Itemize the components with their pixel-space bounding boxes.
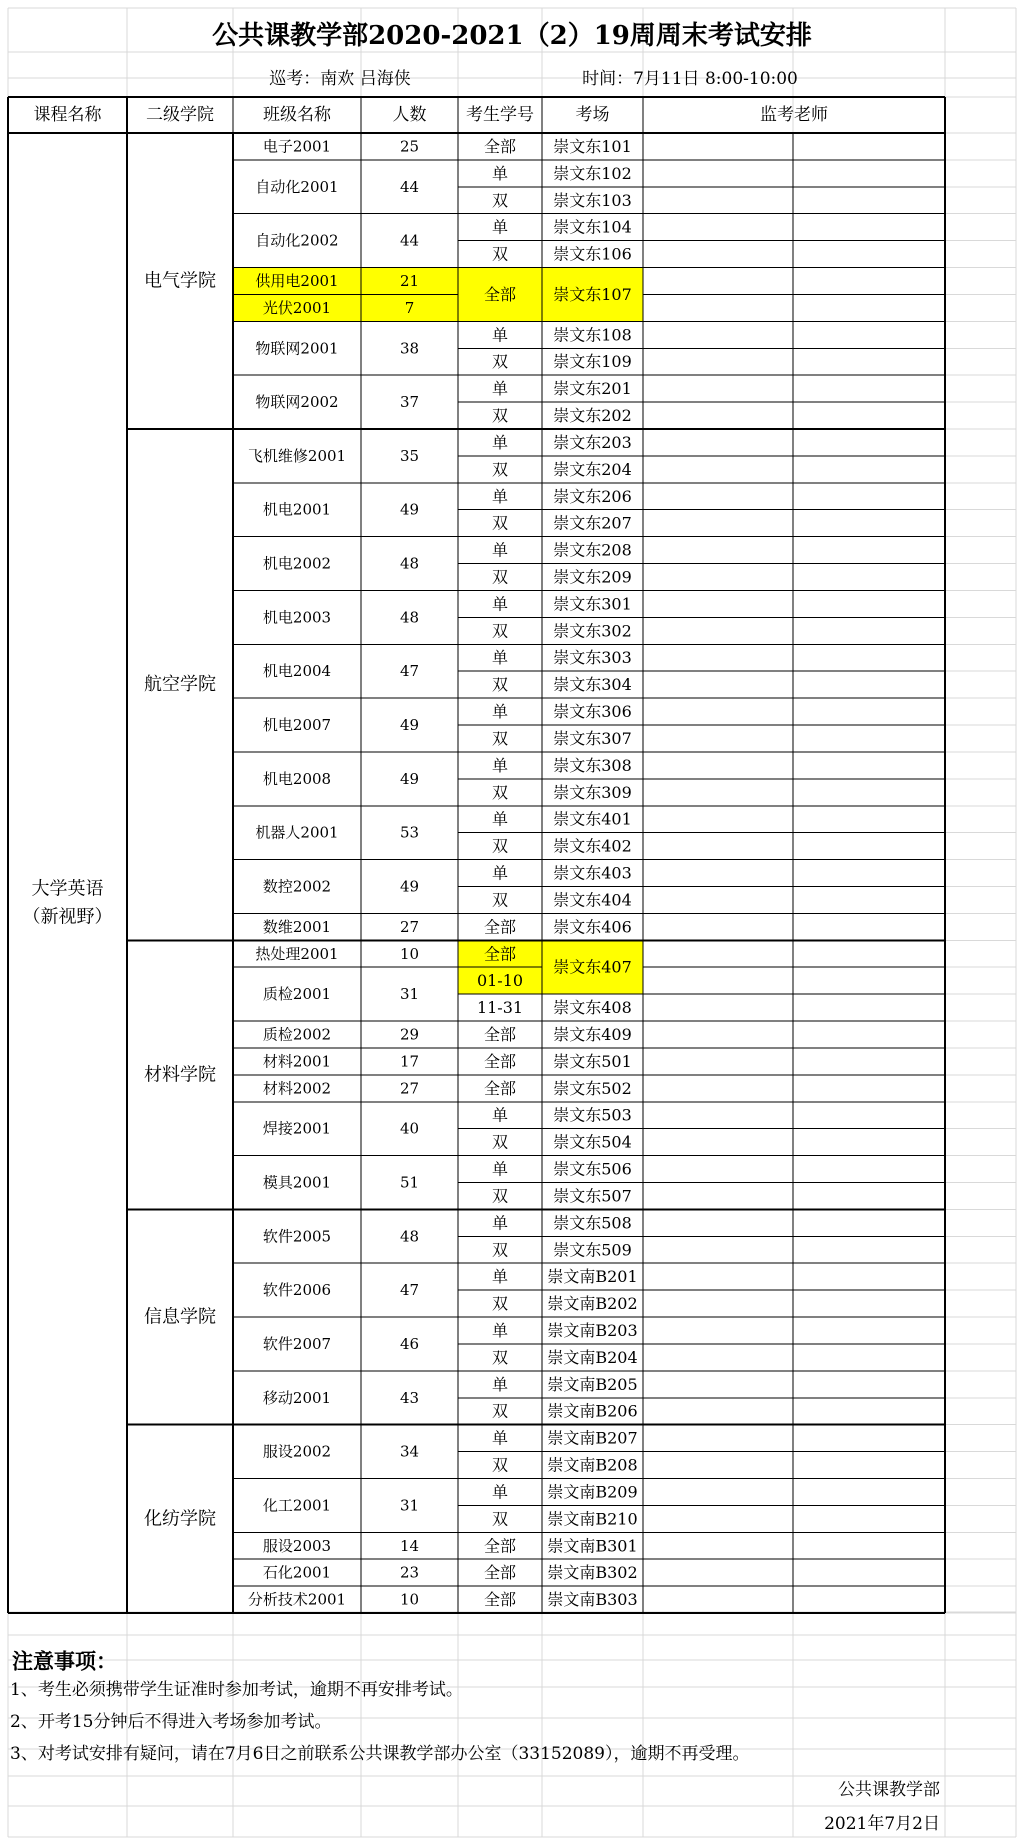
college-name: 信息学院 [144,1306,216,1328]
student-count: 23 [399,1563,420,1582]
class-name: 化工2001 [262,1496,332,1515]
class-name: 数维2001 [262,917,332,936]
student-id-range: 双 [491,513,509,533]
class-name: 软件2007 [262,1334,332,1353]
student-count: 48 [399,554,420,573]
exam-room: 崇文东403 [553,863,632,883]
exam-room: 崇文东207 [553,513,632,533]
student-id-range: 单 [491,432,509,452]
class-name: 自动化2001 [255,177,339,196]
exam-room: 崇文南B202 [547,1294,638,1314]
college-name: 材料学院 [144,1064,216,1086]
student-count: 27 [399,1079,420,1098]
exam-room: 崇文南B207 [547,1428,638,1448]
footer-department: 公共课教学部 [838,1780,940,1800]
exam-room: 崇文南B205 [547,1374,638,1394]
page-title: 公共课教学部2020-2021（2）19周周末考试安排 [212,21,812,51]
exam-room: 崇文东506 [553,1159,632,1179]
student-id-range: 双 [491,728,509,748]
student-id-range: 双 [491,1401,509,1421]
class-name: 机电2003 [262,608,332,627]
exam-room: 崇文南B206 [547,1401,638,1421]
student-id-range: 单 [491,540,509,560]
student-id-range: 单 [491,1482,509,1502]
exam-room: 崇文东402 [553,836,632,856]
exam-room: 崇文南B201 [547,1267,638,1287]
exam-room: 崇文东507 [553,1186,632,1206]
exam-room: 崇文东101 [553,136,632,156]
class-name: 机电2007 [262,716,332,735]
student-id-range: 双 [491,1294,509,1314]
student-id-range: 全部 [483,1051,517,1071]
class-name: 光伏2001 [262,298,332,317]
exam-room: 崇文东102 [553,163,632,183]
class-name: 机电2004 [262,662,332,681]
class-name: 材料2001 [262,1052,332,1071]
student-id-range: 双 [491,244,509,264]
student-count: 34 [399,1442,420,1461]
column-header: 人数 [392,105,427,125]
exam-room: 崇文东309 [553,782,632,802]
student-id-range: 单 [491,1267,509,1287]
course-name: （新视野） [22,906,113,928]
course-name: 大学英语 [31,878,104,900]
student-count: 48 [399,1227,420,1246]
student-count: 17 [399,1052,420,1071]
exam-time-text: 时间：7月11日 8:00-10:00 [582,69,798,89]
exam-room: 崇文东209 [553,567,632,587]
student-id-range: 全部 [483,136,517,156]
student-id-range: 单 [491,325,509,345]
student-id-range: 双 [491,1509,509,1529]
student-count: 14 [399,1536,420,1555]
student-count: 49 [399,500,420,519]
class-name: 机电2001 [262,500,332,519]
exam-room: 崇文东501 [553,1051,632,1071]
exam-room: 崇文东306 [553,702,632,722]
student-id-range: 全部 [483,917,517,937]
exam-room: 崇文南B210 [547,1509,638,1529]
inspectors-text: 巡考：南欢 吕海侠 [269,69,411,89]
exam-room: 崇文东107 [553,284,632,304]
student-count: 10 [399,1590,420,1609]
student-id-range: 全部 [483,1024,517,1044]
exam-room: 崇文东301 [553,594,632,614]
class-name: 机电2002 [262,554,332,573]
exam-room: 崇文南B302 [547,1563,638,1583]
exam-room: 崇文东404 [553,890,632,910]
class-name: 物联网2001 [255,339,339,358]
student-id-range: 全部 [483,1536,517,1556]
column-header: 班级名称 [263,105,331,125]
exam-room: 崇文东302 [553,621,632,641]
exam-room: 崇文东407 [553,957,632,977]
class-name: 软件2006 [262,1281,332,1300]
student-id-range: 双 [491,890,509,910]
footer-date: 2021年7月2日 [824,1814,940,1834]
student-id-range: 单 [491,594,509,614]
exam-room: 崇文东106 [553,244,632,264]
student-count: 21 [399,272,420,291]
student-id-range: 全部 [483,1563,517,1583]
class-name: 物联网2002 [255,393,339,412]
student-count: 29 [399,1025,420,1044]
student-id-range: 单 [491,648,509,668]
student-id-range: 单 [491,379,509,399]
exam-room: 崇文东502 [553,1078,632,1098]
student-count: 37 [399,393,420,412]
exam-room: 崇文南B204 [547,1347,638,1367]
exam-room: 崇文东203 [553,432,632,452]
class-name: 机器人2001 [255,823,339,842]
exam-room: 崇文东401 [553,809,632,829]
class-name: 服设2002 [262,1442,332,1461]
student-count: 31 [399,985,420,1004]
note-item: 1、考生必须携带学生证准时参加考试，逾期不再安排考试。 [10,1680,463,1700]
class-name: 移动2001 [262,1388,332,1407]
class-name: 飞机维修2001 [247,446,347,465]
exam-room: 崇文东504 [553,1132,632,1152]
student-id-range: 单 [491,863,509,883]
student-count: 51 [399,1173,420,1192]
student-count: 43 [399,1388,420,1407]
exam-room: 崇文东307 [553,728,632,748]
student-count: 49 [399,877,420,896]
exam-room: 崇文南B209 [547,1482,638,1502]
student-id-range: 全部 [483,284,517,304]
student-id-range: 双 [491,621,509,641]
student-id-range: 双 [491,675,509,695]
college-name: 航空学院 [144,674,216,696]
class-name: 软件2005 [262,1227,332,1246]
student-id-range: 单 [491,1374,509,1394]
student-count: 49 [399,716,420,735]
student-id-range: 双 [491,1455,509,1475]
student-count: 44 [399,177,420,196]
note-item: 3、对考试安排有疑问，请在7月6日之前联系公共课教学部办公室（33152089），逾期不再受理。 [10,1744,750,1764]
student-id-range: 单 [491,702,509,722]
exam-room: 崇文南B203 [547,1320,638,1340]
student-count: 27 [399,917,420,936]
student-id-range: 01-10 [476,971,524,991]
class-name: 石化2001 [262,1563,332,1582]
student-id-range: 单 [491,486,509,506]
student-id-range: 单 [491,809,509,829]
column-header: 二级学院 [146,105,214,125]
class-name: 质检2002 [262,1025,332,1044]
class-name: 供用电2001 [255,272,339,291]
student-id-range: 单 [491,1213,509,1233]
exam-room: 崇文南B301 [547,1536,638,1556]
student-count: 47 [399,1281,420,1300]
class-name: 分析技术2001 [247,1590,347,1609]
column-header: 课程名称 [33,105,102,125]
student-id-range: 全部 [483,1078,517,1098]
college-name: 化纺学院 [144,1508,216,1530]
exam-room: 崇文东508 [553,1213,632,1233]
class-name: 服设2003 [262,1536,332,1555]
class-name: 焊接2001 [262,1119,332,1138]
column-header: 考场 [575,105,610,125]
exam-room: 崇文东204 [553,459,632,479]
student-id-range: 双 [491,1132,509,1152]
student-count: 44 [399,231,420,250]
student-id-range: 双 [491,836,509,856]
notes-heading: 注意事项： [12,1648,117,1674]
student-id-range: 双 [491,1347,509,1367]
student-count: 35 [399,446,420,465]
exam-room: 崇文东208 [553,540,632,560]
exam-room: 崇文东503 [553,1105,632,1125]
exam-room: 崇文东304 [553,675,632,695]
exam-room: 崇文东308 [553,755,632,775]
student-id-range: 双 [491,782,509,802]
student-id-range: 双 [491,1186,509,1206]
student-id-range: 单 [491,755,509,775]
class-name: 自动化2002 [255,231,339,250]
class-name: 电子2001 [262,137,332,156]
student-count: 40 [399,1119,420,1138]
class-name: 材料2002 [262,1079,332,1098]
student-id-range: 单 [491,163,509,183]
student-id-range: 双 [491,352,509,372]
exam-room: 崇文南B303 [547,1590,638,1610]
student-count: 48 [399,608,420,627]
student-id-range: 单 [491,1159,509,1179]
student-id-range: 全部 [483,944,517,964]
class-name: 机电2008 [262,769,332,788]
note-item: 2、开考15分钟后不得进入考场参加考试。 [10,1712,332,1732]
student-count: 31 [399,1496,420,1515]
exam-room: 崇文东206 [553,486,632,506]
exam-room: 崇文东109 [553,352,632,372]
exam-room: 崇文东202 [553,406,632,426]
student-id-range: 双 [491,1240,509,1260]
student-id-range: 全部 [483,1590,517,1610]
exam-room: 崇文东408 [553,998,632,1018]
class-name: 质检2001 [262,985,332,1004]
college-name: 电气学院 [144,270,216,292]
student-count: 46 [399,1334,420,1353]
exam-room: 崇文东108 [553,325,632,345]
class-name: 热处理2001 [255,944,339,963]
column-header: 考生学号 [466,105,534,125]
exam-room: 崇文东201 [553,379,632,399]
student-id-range: 双 [491,190,509,210]
student-id-range: 单 [491,1320,509,1340]
exam-room: 崇文南B208 [547,1455,638,1475]
student-count: 47 [399,662,420,681]
student-id-range: 11-31 [476,998,524,1018]
student-id-range: 单 [491,217,509,237]
student-id-range: 单 [491,1428,509,1448]
exam-room: 崇文东104 [553,217,632,237]
column-header: 监考老师 [760,105,828,125]
exam-room: 崇文东103 [553,190,632,210]
student-count: 53 [399,823,420,842]
student-id-range: 单 [491,1105,509,1125]
student-count: 49 [399,769,420,788]
student-count: 7 [404,298,415,317]
exam-room: 崇文东406 [553,917,632,937]
class-name: 模具2001 [262,1173,332,1192]
exam-room: 崇文东303 [553,648,632,668]
student-count: 10 [399,944,420,963]
exam-room: 崇文东409 [553,1024,632,1044]
student-count: 25 [399,137,420,156]
student-id-range: 双 [491,567,509,587]
student-count: 38 [399,339,420,358]
student-id-range: 双 [491,406,509,426]
exam-room: 崇文东509 [553,1240,632,1260]
class-name: 数控2002 [262,877,332,896]
student-id-range: 双 [491,459,509,479]
